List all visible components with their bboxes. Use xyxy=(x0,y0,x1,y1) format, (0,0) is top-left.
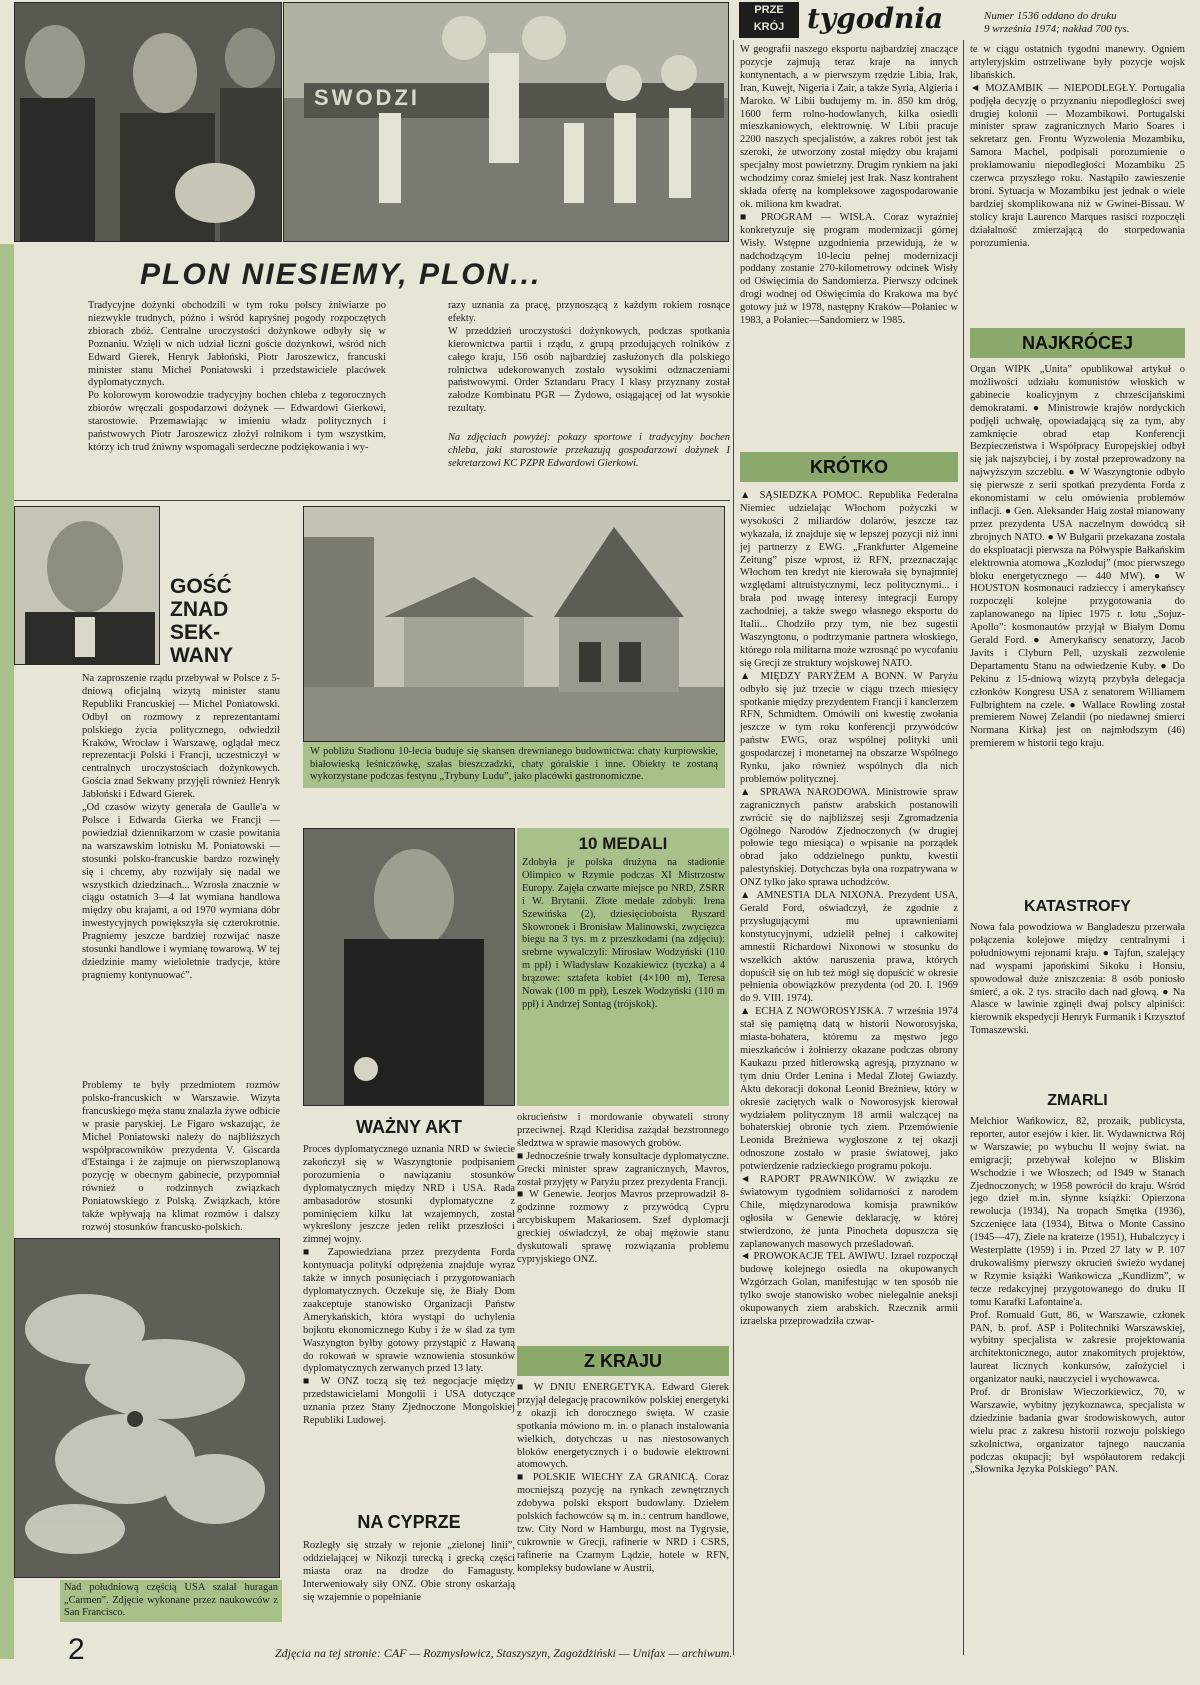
wazny-title: WAŻNY AKT xyxy=(356,1117,462,1137)
plon-text-col1: Tradycyjne dożynki obchodzili w tym roku polscy żniwiarze po niezwykle trudnych, późno i wśród kapryśnej pogody rozpoczętych zbiorach zbóż. Centralne uroczystości dożynkowe odbyły się w Poznaniu. Wzięli w nich udział liczni goście dożynkowi, wśród nich Edward Gierek, Henryk Jabłoński, Piotr Jaroszewicz, francuski minister stanu Michel Poniatowski i przedstawiciele placówek dyplomatycznych. Po kolorowym korowodzie tradycyjny bochen chleba z tegorocznych zbiorów wręczali gospodarzowi dożynek — Edwardowi Gierkowi, starostowie. Przemawiając w imieniu władz politycznych i państwowych Piotr Jaroszewicz złożył rolnikom i tym wszystkim, którzy ich trud żniwny wspomagali serdeczne podziękowania i wy- xyxy=(88,300,386,453)
photo-credits: Zdjęcia na tej stronie: CAF — Rozmysłowicz, Staszyszyn, Zagożdżiński — Unifax — archiwum. xyxy=(275,1646,733,1660)
zmarli-title: ZMARLI xyxy=(1047,1092,1108,1109)
medale-title: 10 MEDALI xyxy=(578,834,668,853)
logo-top-text: PRZE xyxy=(754,4,784,16)
left-green-background xyxy=(0,244,14,1659)
gosc-title-line-3: SEK- xyxy=(170,621,221,644)
gosc-title-line-2: ZNAD xyxy=(170,598,229,621)
gosc-text-a: Na zaproszenie rządu przebywał w Polsce z 5-dniową oficjalną wizytą minister stanu Republiki Francuskiej — Michel Poniatowski. Odbył on rozmowy z reprezentantami polskiego życia politycznego, odwiedził Kraków, Wrocław i Warszawę, oglądał mecz reprezentacji Polski i Francji, uczestniczył w centralnych uroczystościach dożynkowych. Gościa znad Sekwany przyjęli również Henryk Jabłoński i Edward Gierek. „Od czasów wizyty generała de Gaulle'a w Polsce i Edwarda Gierka we Francji — powiedział dziennikarzom w czasie powitania na warszawskim lotnisku M. Poniatowski — stosunki polsko-francuskie bardzo rozwinęły się i chcemy, aby rozwijały się nadal we wszystkich dziedzinach... Wzrosła znacznie w ciągu ostatnich 3—4 lat wymiana handlowa między obu krajami, a od 1970 wymiana dóbr inwestycyjnych powiększyła się czterokrotnie. Pragniemy jeszcze bardziej rozwijać nasze stosunki handlowe i wymianę towarową. W tej dziedzinie mamy wieloletnie tradycje, które pragniemy kontynuować”. xyxy=(82,673,280,981)
gosc-title-line-1: GOŚĆ xyxy=(170,575,232,598)
photo-harvest-show xyxy=(283,2,729,242)
katastrofy-title: KATASTROFY xyxy=(1024,898,1131,915)
photo-hurricane xyxy=(14,1238,280,1578)
plon-text-col2: razy uznania za pracę, przynoszącą z każdym rokiem rosnące efekty. W przeddzień uroczystości dożynkowych, podczas spotkania kierownictwa partii i rządu, z grupą przodujących rolników z całego kraju, 156 osób najbardziej zasłużonych dla polskiego rolnictwa udekorowanych zostało wysokimi odznaczeniami państwowymi. Order Sztandaru Pracy I klasy przyznany został załodze Kombinatu PGR — Żydowo, osiągającej od lat wysokie rezultaty. xyxy=(448,300,730,415)
gosc-text-b: Problemy te były przedmiotem rozmów polsko-francuskich w Warszawie. Wizyta francuskiego męża stanu znalazła żywe odbicie w prasie paryskiej. Le Figaro wskazując, że Michel Poniatowski należy do najbliższych współpracowników prezydenta V. Giscarda d'Estainga i że zajmuje on pierwszoplanową pozycję w obecnym gabinecie, przypomniał również o rodzinnych związkach Poniatowskiego z Polską. Związkach, które także wpływają na klimat rozmów i dalszy rozwój stosunków francusko-polskich. xyxy=(82,1080,280,1233)
cypr-title: NA CYPRZE xyxy=(357,1512,461,1532)
katastrofy-text: Nowa fala powodziowa w Bangladeszu przerwała połączenia kolejowe między centralnymi i południowymi rejonami kraju. ● Tajfun, szalejący nad wyspami japońskimi Sikoku i Honsiu, spowodował duże zniszczenia: 8 osób poniosło śmierć, a ok. 2 tys. straciło dach nad głową. ● Na Alasce w lawinie zginęli dwaj polscy alpiniści: kierownik ekspedycji Henryk Furmanik i Krzysztof Tomaszewski. xyxy=(970,922,1185,1037)
masthead-logo xyxy=(739,2,799,38)
plon-title: PLON NIESIEMY, PLON... xyxy=(140,258,542,291)
rule-col4-left xyxy=(733,40,734,1655)
rule-col5-left xyxy=(963,40,964,1655)
hurricane-caption: Nad południową częścią USA szalał huragan „Carmen”. Zdjęcie wykonane przez naukowców z San Francisco. xyxy=(60,1580,282,1622)
rule-plon-bottom xyxy=(14,500,730,501)
najkrocej-header: NAJKRÓCEJ xyxy=(970,328,1185,358)
issue-line-2: 9 września 1974; nakład 700 tys. xyxy=(984,23,1130,35)
gosc-title-line-4: WANY xyxy=(170,644,233,667)
logo-bottom-text: KRÓJ xyxy=(753,21,785,33)
photo-dignitaries xyxy=(14,2,282,242)
wazny-text: Proces dyplomatycznego uznania NRD w świecie zakończył się w Waszyngtonie podpisaniem porozumienia o nawiązaniu stosunków dyplomatycznych między NRD i USA. Rada ambasadorów stosunki dyplomatyczne z pominięciem kilku lat wzajemnych, został wykreślony jeszcze jeden relikt przeszłości i zimnej wojny. ■ Zapowiedziana przez prezydenta Forda kontynuacja polityki odprężenia znajduje wyraz także w innych posunięciach i przygotowaniach dyplomatycznych. Oczekuje się, że Biały Dom zaakceptuje stanowisko Organizacji Państw Amerykańskich, która wystąpi do uchylenia bojkotu ekonomicznego Kuby i że w ślad za tym Waszyngton byłby gotowy przystąpić z Hawaną do rokowań w sprawie wznowienia stosunków dyplomatycznych zerwanych przed 13 laty. ■ W ONZ toczą się też negocjacje między przedstawicielami Mongolii i USA dotyczące uznania przez Stany Zjednoczone Mongolskiej Republiki Ludowej. xyxy=(303,1144,515,1427)
masthead-title: tygodnia xyxy=(807,2,944,35)
zmarli-text: Melchior Wańkowicz, 82, prozaik, publicysta, reporter, autor esejów i kier. lit. Wydawnictwa Rój w Warszawie; po wybuchu II wojny świat. na emigracji; przebywał kolejno w Bliskim Wschodzie i we Włoszech; od 1949 w Stanach Zjednoczonych; w 1958 powrócił do kraju. Wśród jego dzieł m.in. słynne książki: Opierzona rewolucja (1934), Na tropach Smętka (1936), Szczenięce lata (1934), Bitwa o Monte Cassino (1945—47), Ziele na kraterze (1951), Hubalczycy i Westerplatte (1959) i in. Przed 27 laty w P. 107 drukowaliśmy pierwszy okrucień świeżo wydanej w Rzymie książki Wańkowicza „Kundlizm”, w tecze redakcyjnej przygotowanego do druku II tomu Karafki Lafontaine'a. Prof. Romuald Gutt, 86, w Warszawie, członek PAN, b. prof. ASP i Politechniki Warszawskiej, wybitny specjalista w zakresie projektowania architektonicznego, autor znakomitych projektów, laureat licznych konkursów, założyciel i organizator nauki, nauczyciel i wychowawca. Prof. dr Bronisław Wieczorkiewicz, 70, w Warszawie, wybitny językoznawca, specjalista w dziedzinie badania gwar środowiskowych, autor wielu prac z zakresu historii rozwoju polskiego szkolnictwa, organizator tajnego nauczania podczas okupacji; był współautorem redakcji „Słownika Języka Polskiego” PAN. xyxy=(970,1116,1185,1476)
skansen-caption: W pobliżu Stadionu 10-lecia buduje się skansen drewnianego budownictwa: chaty kurpiowskie, białowieską leśniczówkę, szałas bieszczadzki, chaty góralskie i inne. Obiekty te zostaną wykorzystane podczas festynu „Trybuny Ludu”, jako placówki gastronomiczne. xyxy=(303,742,725,788)
masthead xyxy=(739,0,1200,40)
najkrocej-text: Organ WIPK „Unita” opublikował artykuł o możliwości udziału komunistów włoskich w gabinecie koalicyjnym z chrześcijańskimi demokratami. ● Ministrowie krajów nordyckich podjęli uchwałę, opowiadającą się za tym, aby zamknięcie obrad etap Konferencji Bezpieczeństwa i Współpracy Europejskiej odbył się jak najszybciej, i by został przeprowadzony na najwyższym szczeblu. ● W Waszyngtonie odbyło się pierwsze z serii spotkań prezydenta Forda z ekonomistami w celu omówienia problemów inflacji. ● Gen. Aleksander Haig został mianowany przez prezydenta USA naczelnym dowódcą sił zbrojnych NATO. ● W Bułgarii przekazana została do eksploatacji pierwsza na Półwyspie Bałkańskim elektrownia atomowa „Kozłoduj” (moc pierwszego bloku energetycznego — 440 MW). ● W HOUSTON kosmonauci radzieccy i amerykańscy rozpoczęli kolejne przygotowania do zaplanowanego na lipiec 1975 r. lotu „Sojuz-Apollo”: kosmonautów przyjął w Białym Domu Gerald Ford. ● Amerykańscy senatorzy, Jacob Javits i Clyburn Pell, uzyskali zezwolenie Departamentu Stanu na odwiedzenie Kuby. ● Do Pekinu z 15-dniową wizytą przybyła delegacja członków Kongresu USA z senatorem Williamem Fulbrightem na czele. ● Wallace Rowling został premierem Nowej Zelandii (po niedawnej śmierci Normana Kirka) jest on najmłodszym (46) premierem w historii tego kraju. xyxy=(970,364,1185,750)
medale-text: Zdobyła je polska drużyna na stadionie Olimpico w Rzymie podczas XI Mistrzostw Europy. Zajęła czwarte miejsce po NRD, ZSRR i W. Brytanii. Złote medale zdobyli: Irena Szewińska (2), dziesięcioboista Ryszard Skowronek i Bronisław Malinowski, zwycięzca biegu na 3 tys. m z przeszkodami (na zdjęciu): srebrne wywalczyli: Mirosław Wodzyński (110 m ppł) i Władysław Kozakiewicz (tyczka) a 4 brązowe: sztafeta kobiet (4×100 m), Teresa Nowak (100 m ppł), Leszek Wodzyński (110 m ppł) i Andrzej Sontag (trójskok). xyxy=(522,857,725,1010)
issue-line-1: Numer 1536 oddano do druku xyxy=(984,10,1117,22)
krotko-text: ▲ SĄSIEDZKA POMOC. Republika Federalna Niemiec udzielając Włochom pożyczki w wysokości 2 miliardów dolarów, jeszcze raz wykazała, iż znajduje się w lepszej pozycji niż inni jej partnerzy z EWG. „Frankfurter Algemeine Zeitung” pisze wprost, iż RFN, przeznaczając Włochom ten kredyt nie kierowała się bynajmniej względami altruistycznymi, lecz politycznymi... i brała pod uwagę interesy integracji Europy zachodniej, a także swego własnego eksportu do Italii... Chodziło przy tym, nie bez sugestii Waszyngtonu, o podtrzymanie partnera włoskiego, którego rola militarna może wzrosnąć po wycofaniu się Grecji ze struktury wojskowej NATO. ▲ MIĘDZY PARYŻEM A BONN. W Paryżu odbyło się już trzecie w ciągu trzech miesięcy spotkanie między prezydentem Francji i kanclerzem RFN, Schmidtem. Omówili oni kwestię zwołania jeszcze w tym roku konferencji przywódców państw EWG, oraz wspólnej polityki unii gospodarczej i monetarnej na obszarze Wspólnego Rynku, jako również wspólnych dla nich problemów politycznej. ▲ SPRAWA NARODOWA. Ministrowie spraw zagranicznych państw arabskich postanowili zwrócić się do najbliższej sesji Zgromadzenia Ogólnego Narodów Zjednoczonych (w drugiej połowie tego miesiąca) o wpisanie na porządek obrad jako oddzielnego punktu, kwestii palestyńskiej. Dotychczas była ona rozpatrywana w ONZ tylko jako sprawa uchodźców. ▲ AMNESTIA DLA NIXONA. Prezydent USA, Gerald Ford, oświadczył, że zgodnie z przysługującymi mu uprawnieniami konstytucyjnymi, udzielił pełnej i całkowitej amnestii Richardowi Nixonowi w stosunku do wszelkich aktów naruszenia prawa, których dopuścił się on lub też mógł się dopuścić w okresie pełnienia obowiązków prezydenta (od 20. I. 1969 do 9. VIII. 1974). ▲ ECHA Z NOWOROSYJSKA. 7 września 1974 stał się pamiętną datą w historii Noworosyjska, miasta-bohatera, któremu za męstwo jego mieszkańców i żołnierzy okazane podczas obrony Kaukazu przed hitlerowską agresją, przyznano w tym dniu Order Lenina i Medal Złotej Gwiazdy. Aktu dekoracji dokonał Leonid Breżniew, który w okresie zaciętych walk o Noworosyjsk kierował wydziałem politycznym 18 armii walczącej na bohaterskiej obronie tych ziem. Przemówienie Leonida Breżniewa wygłoszone z tej okazji odnoszone zostało w prasie światowej, jako potwierdzenie radzieckiego programu pokoju. ◄ RAPORT PRAWNIKÓW. W związku ze światowym tygodniem solidarności z narodem Chile, międzynarodowa komisja prawników ogłosiła w Genewie deklarację, w której stwierdzono, że junta Pinocheta dopuszcza się zaplanowanych masowych prześladowań. ◄ PROWOKACJE TEL AWIWU. Izrael rozpoczął budowę kolejnego osiedla na okupowanych Wzgórzach Golan, manifestując w ten sposób nie tylko swoje stanowisko wobec nielegalnie aneksji okupowanych ziem arabskich. Rzecznik armii izraelska przeprowadziła czwar- xyxy=(740,490,958,1327)
stadium-banner-text: SWODZI xyxy=(314,85,420,110)
page-number: 2 xyxy=(68,1633,85,1666)
col4-text-top: W geografii naszego eksportu najbardziej znaczące pozycje zajmują teraz kraje na innych kontynentach, a w pierwszym rzędzie Libia, Irak, Iran, Kuwejt, Nigeria i Zair, a także Syria, Algieria i Maroko. W Libii budujemy m. in. 850 km dróg, 1600 ferm rolno-hodowlanych, kilka osiedli mieszkaniowych, elektrownię. W Libii pracuje 2200 naszych specjalistów, a zakres robót jest tak szeroki, że utworzony został między obu krajami specjalny most powietrzny. Drugim rynkiem na jaki wchodzimy coraz śmielej jest Irak. Nasz kontrahent składa ofertę na kompleksowe zagospodarowanie ok. miliona km kwadrat. ■ PROGRAM — WISŁA. Coraz wyraźniej konkretyzuje się program modernizacji górnej Wisły. Wstępne uzgodnienia przewidują, że w nadchodzącym 10-leciu pełnej modernizacji poddany zostanie 270-kilometrowy odcinek Wisły od Oświęcimia do Sandomierza. Pierwszy odcinek drogi wodnej od Oświęcimia do Krakowa ma być gotowy już w 1978, następny Kraków—Połaniec w 1983, a Połaniec—Sandomierz w 1985. xyxy=(740,44,958,327)
krotko-header: KRÓTKO xyxy=(740,452,958,482)
cypr-text: Rozległy się strzały w rejonie „zielonej linii”, oddzielającej w Nikozji turecką i grecką części miasta oraz na drodze do Famagusty. Interweniowały siły ONZ. Obie strony oskarżają się wzajemnie o popełnianie xyxy=(303,1540,515,1603)
plon-caption: Na zdjęciach powyżej: pokazy sportowe i tradycyjny bochen chleba, jaki starostowie przekazują gospodarzowi dożynek I sekretarzowi KC PZPR Edwardowi Gierkowi. xyxy=(448,432,730,469)
photo-runner xyxy=(303,828,515,1106)
zkraju-header: Z KRAJU xyxy=(517,1346,729,1376)
col5-text-top: te w ciągu ostatnich tygodni manewry. Ogniem artyleryjskim ostrzeliwane były pozycje wojsk libańskich. ◄ MOZAMBIK — NIEPODLEGŁY. Portugalia podjęła decyzję o przyznaniu niepodległości swej drugiej kolonii — Mozambikowi. Portugalski minister spraw zagranicznych Mario Soares i sekretarz gen. Frontu Wyzwolenia Mozambiku, Samora Machel, podpisali porozumienie o proklamowaniu niepodległości Mozambiku 25 czerwca przyszłego roku. Nastąpiło zawieszenie broni. Sytuacja w Mozambiku jest jednak o wiele bardziej skomplikowana niż w Gwinei-Bissau. W stolicy kraju Laurenco Marques rasiści rozpoczęli działalność zmierzającą do storpedowania porozumienia. xyxy=(970,44,1185,249)
zkraju-text: ■ W DNIU ENERGETYKA. Edward Gierek przyjął delegację pracowników polskiej energetyki z okazji ich dorocznego święta. W czasie spotkania mówiono m. in. o planach instalowania wielkich, dotychczas u nas niestosowanych bloków energetycznych i o budowie elektrowni atomowych. ■ POLSKIE WIECHY ZA GRANICĄ. Coraz mocniejszą pozycję na rynkach zewnętrznych zdobywa polski eksport budowlany. Dziełem polskich fachowców są m. in.: centrum handlowe, tzw. City Nord w Hamburgu, most na Tygrysie, cukrownie w Grecji, rafinerie w NRD i CSRS, rafinerie na Czarnym Lądzie, hotele w RFN, kompleksy budowlane w Austrii, xyxy=(517,1382,729,1574)
photo-skansen xyxy=(303,506,725,742)
gosc-title xyxy=(170,575,233,667)
cypr-text-top: okrucieństw i mordowanie obywateli strony przeciwnej. Rząd Kleridisa zażądał bezstronnego śledztwa w sprawie masowych grobów. ■ Jednocześnie trwały konsultacje dyplomatyczne. Grecki minister spraw zagranicznych, Mavros, został przyjęty w Paryżu przez prezydenta Francji. ■ W Genewie. Jeorjos Mavros przeprowadził 8-godzinne rozmowy z przywódcą Cypru arcybiskupem Makariosem. Szef dyplomacji greckiej oświadczył, że obaj mężowie stanu dyskutowali sprawę rozwiązania problemu cypryjskiego ONZ. xyxy=(517,1112,729,1265)
photo-poniatowski xyxy=(14,506,160,665)
